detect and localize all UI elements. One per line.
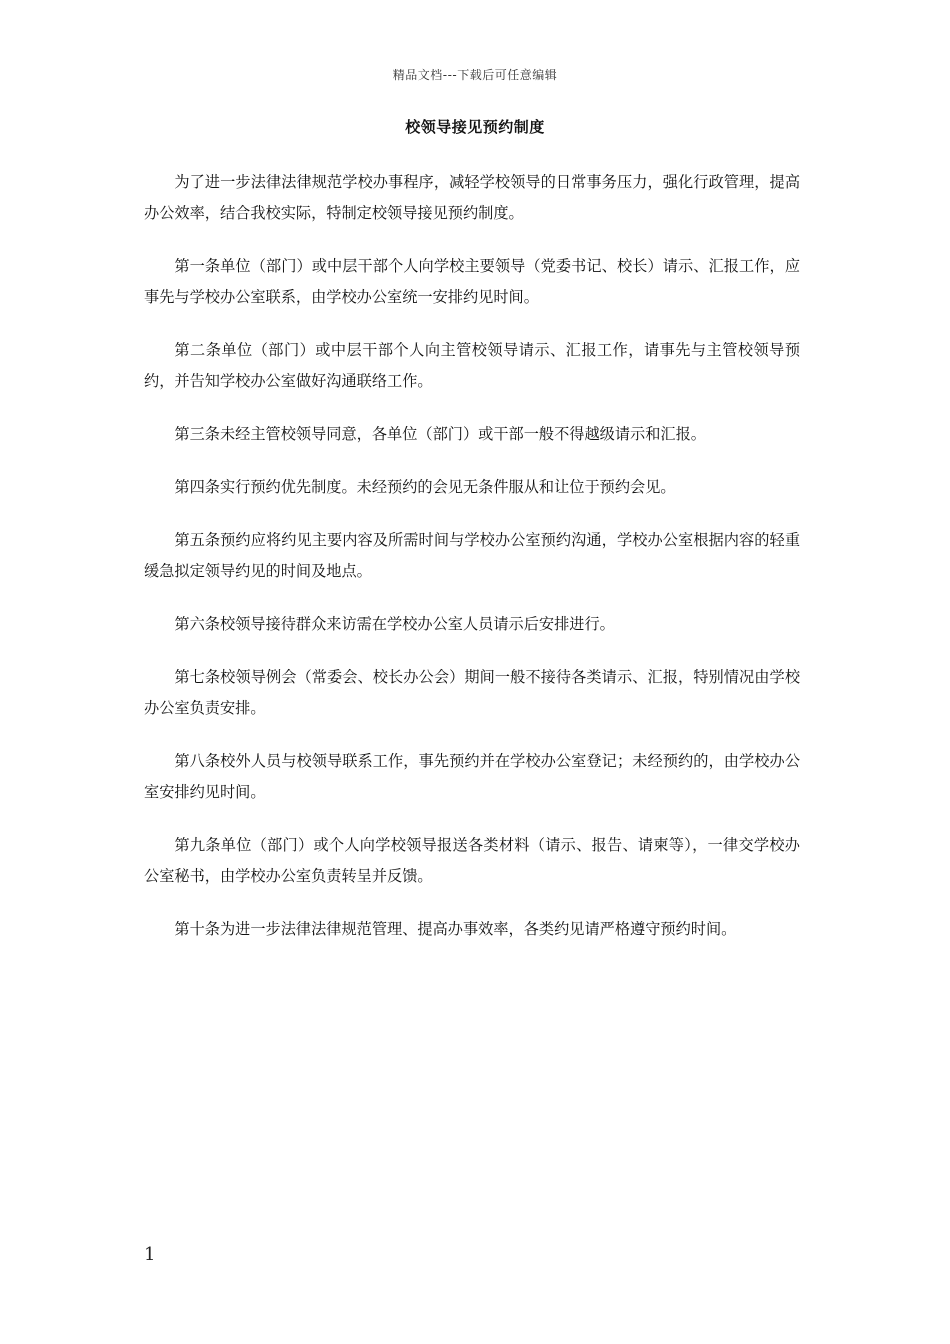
paragraph-article-1: 第一条单位（部门）或中层干部个人向学校主要领导（党委书记、校长）请示、汇报工作，应事先与学校办公室联系，由学校办公室统一安排约见时间。 bbox=[144, 257, 800, 306]
paragraph-article-3: 第三条未经主管校领导同意，各单位（部门）或干部一般不得越级请示和汇报。 bbox=[174, 425, 706, 443]
paragraph-article-7: 第七条校领导例会（常委会、校长办公会）期间一般不接待各类请示、汇报，特别情况由学校办公室负责安排。 bbox=[144, 668, 800, 717]
paragraph-article-9: 第九条单位（部门）或个人向学校领导报送各类材料（请示、报告、请柬等），一律交学校办公室秘书，由学校办公室负责转呈并反馈。 bbox=[144, 836, 800, 885]
paragraph-article-2: 第二条单位（部门）或中层干部个人向主管校领导请示、汇报工作，请事先与主管校领导预约，并告知学校办公室做好沟通联络工作。 bbox=[144, 341, 800, 390]
document-body bbox=[144, 167, 800, 967]
document-title: 校领导接见预约制度 bbox=[405, 118, 545, 136]
paragraph-article-10: 第十条为进一步法律法律规范管理、提高办事效率，各类约见请严格遵守预约时间。 bbox=[174, 920, 737, 938]
page-header: 精品文档---下载后可任意编辑 bbox=[392, 68, 558, 82]
page-number: 1 bbox=[144, 1244, 156, 1265]
paragraph-intro: 为了进一步法律法律规范学校办事程序，减轻学校领导的日常事务压力，强化行政管理，提高办公效率，结合我校实际，特制定校领导接见预约制度。 bbox=[144, 173, 800, 222]
paragraph-article-8: 第八条校外人员与校领导联系工作，事先预约并在学校办公室登记；未经预约的，由学校办公室安排约见时间。 bbox=[144, 752, 800, 801]
paragraph-article-4: 第四条实行预约优先制度。未经预约的会见无条件服从和让位于预约会见。 bbox=[174, 478, 676, 496]
paragraph-article-6: 第六条校领导接待群众来访需在学校办公室人员请示后安排进行。 bbox=[174, 615, 615, 633]
paragraph-article-5: 第五条预约应将约见主要内容及所需时间与学校办公室预约沟通，学校办公室根据内容的轻重缓急拟定领导约见的时间及地点。 bbox=[144, 531, 800, 580]
